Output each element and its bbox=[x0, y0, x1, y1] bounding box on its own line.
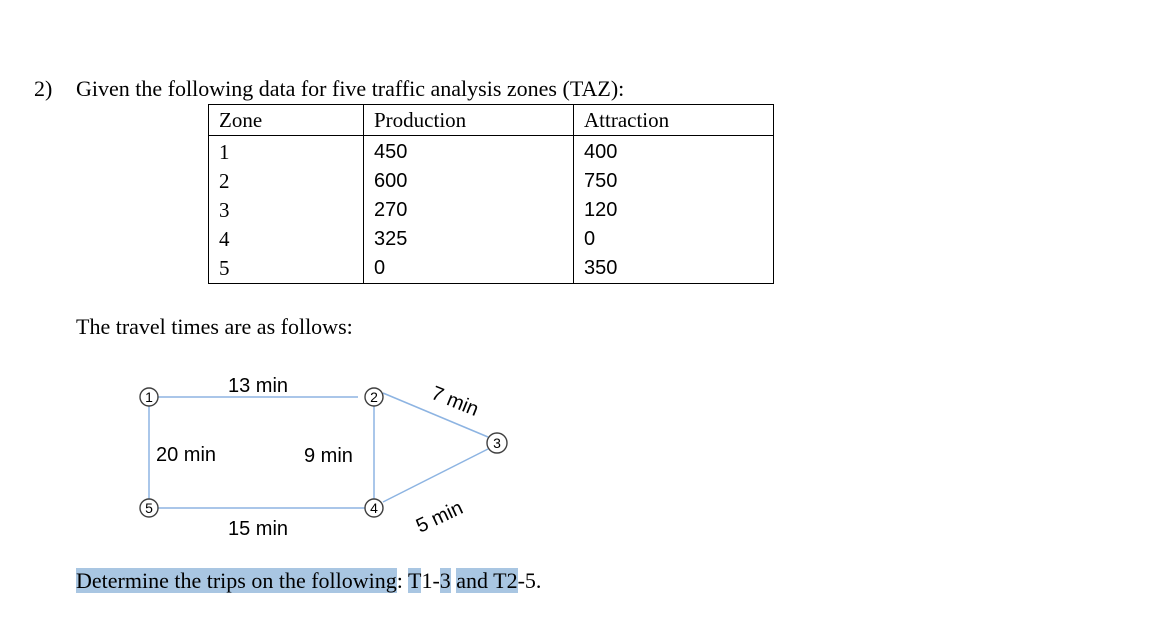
production-cell: 450 bbox=[364, 136, 574, 168]
node-3-label: 3 bbox=[493, 435, 501, 451]
production-cell: 0 bbox=[364, 254, 574, 284]
question-t2-origin: 2 bbox=[506, 568, 518, 593]
zone-cell: 3 bbox=[209, 196, 364, 225]
node-1-label: 1 bbox=[145, 389, 153, 405]
link-label-5-4: 15 min bbox=[228, 518, 289, 540]
question-part-highlight: Determine the trips on the following bbox=[76, 568, 397, 593]
production-cell: 270 bbox=[364, 196, 574, 225]
attraction-cell: 750 bbox=[574, 167, 774, 196]
attraction-cell: 350 bbox=[574, 254, 774, 284]
problem-text: Given the following data for five traffic analysis zones (TAZ): bbox=[76, 76, 625, 101]
zone-cell: 2 bbox=[209, 167, 364, 196]
header-production: Production bbox=[364, 105, 574, 136]
question-t1-origin: 1- bbox=[421, 568, 440, 593]
attraction-cell: 0 bbox=[574, 225, 774, 254]
question-t1-dest: 3 bbox=[439, 568, 451, 593]
attraction-cell: 400 bbox=[574, 136, 774, 168]
link-label-1-5: 20 min bbox=[156, 444, 217, 466]
zone-cell: 4 bbox=[209, 225, 364, 254]
table-row bbox=[209, 196, 774, 225]
question-text bbox=[76, 568, 541, 594]
travel-time-network bbox=[120, 365, 540, 545]
header-zone: Zone bbox=[209, 105, 364, 136]
attraction-cell: 120 bbox=[574, 196, 774, 225]
problem-number: 2) bbox=[34, 76, 53, 101]
link-label-1-2: 13 min bbox=[228, 375, 289, 397]
question-t2: and T bbox=[456, 568, 507, 593]
question-t1: T bbox=[408, 568, 422, 593]
table-row bbox=[209, 225, 774, 254]
taz-table bbox=[208, 104, 774, 284]
link-label-4-3: 5 min bbox=[412, 496, 467, 538]
zone-cell: 1 bbox=[209, 136, 364, 168]
node-5-label: 5 bbox=[145, 500, 153, 516]
table-row bbox=[209, 136, 774, 168]
production-cell: 325 bbox=[364, 225, 574, 254]
link-label-2-3: 7 min bbox=[428, 382, 482, 421]
zone-cell: 5 bbox=[209, 254, 364, 284]
table-row bbox=[209, 254, 774, 284]
table-row bbox=[209, 167, 774, 196]
question-colon: : bbox=[396, 568, 403, 593]
node-2-label: 2 bbox=[370, 389, 378, 405]
node-4-label: 4 bbox=[370, 500, 378, 516]
table-header-row bbox=[209, 105, 774, 136]
link-4-3 bbox=[383, 449, 488, 502]
problem-heading bbox=[34, 76, 624, 102]
link-label-2-4: 9 min bbox=[304, 445, 353, 467]
production-cell: 600 bbox=[364, 167, 574, 196]
travel-times-intro: The travel times are as follows: bbox=[76, 314, 353, 339]
question-t2-dest: -5. bbox=[517, 568, 542, 593]
header-attraction: Attraction bbox=[574, 105, 774, 136]
